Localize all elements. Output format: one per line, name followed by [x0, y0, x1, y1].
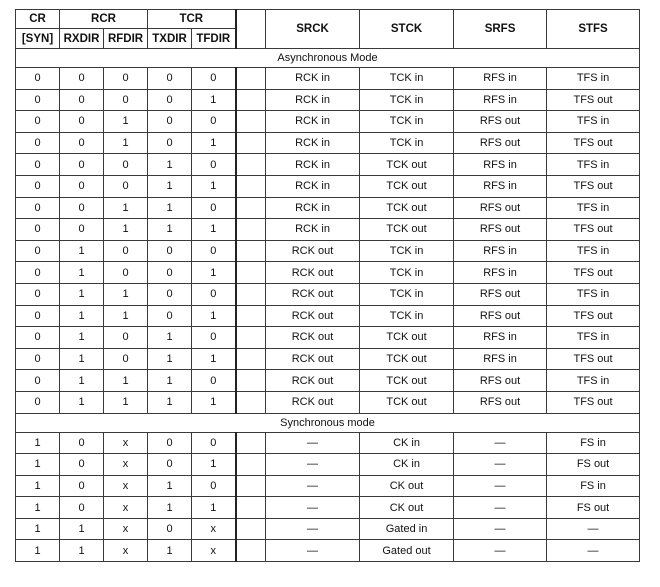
cell-srck: —	[266, 540, 360, 562]
mode-table-container	[15, 9, 640, 562]
cell-stfs: TFS out	[547, 391, 640, 413]
cell-srck: RCK out	[266, 348, 360, 370]
cell-stfs: TFS out	[547, 262, 640, 284]
table-row	[16, 348, 640, 370]
cell-srck: RCK in	[266, 111, 360, 133]
cell-rfdir: 1	[104, 132, 148, 154]
cell-rfdir: 1	[104, 283, 148, 305]
cell-stck: Gated out	[360, 540, 454, 562]
table-row	[16, 475, 640, 497]
cell-syn: 1	[16, 497, 60, 519]
cell-txdir: 1	[148, 540, 192, 562]
cell-srfs: RFS in	[454, 175, 547, 197]
section-title: Synchronous mode	[16, 413, 640, 432]
cell-txdir: 1	[148, 391, 192, 413]
cell-syn: 0	[16, 132, 60, 154]
cell-stck: Gated in	[360, 518, 454, 540]
cell-txdir: 0	[148, 454, 192, 476]
cell-rfdir: 0	[104, 175, 148, 197]
cell-stck: TCK in	[360, 111, 454, 133]
spacer-cell	[236, 454, 266, 476]
cell-rfdir: 1	[104, 391, 148, 413]
header-stfs: STFS	[547, 10, 640, 49]
cell-stck: TCK in	[360, 305, 454, 327]
table-row	[16, 219, 640, 241]
table-row	[16, 454, 640, 476]
header-spacer	[236, 10, 266, 49]
cell-srfs: RFS out	[454, 305, 547, 327]
table-row	[16, 540, 640, 562]
cell-srfs: RFS in	[454, 68, 547, 90]
cell-rxdir: 1	[60, 370, 104, 392]
table-row	[16, 262, 640, 284]
cell-srck: RCK in	[266, 175, 360, 197]
cell-srck: —	[266, 518, 360, 540]
cell-rfdir: x	[104, 454, 148, 476]
table-row	[16, 154, 640, 176]
cell-srck: RCK out	[266, 391, 360, 413]
cell-rxdir: 0	[60, 89, 104, 111]
cell-tfdir: 1	[192, 348, 236, 370]
cell-srck: —	[266, 475, 360, 497]
cell-syn: 0	[16, 68, 60, 90]
table-row	[16, 283, 640, 305]
cell-txdir: 0	[148, 262, 192, 284]
cell-txdir: 0	[148, 240, 192, 262]
cell-tfdir: 0	[192, 68, 236, 90]
cell-srck: RCK out	[266, 262, 360, 284]
cell-rfdir: 0	[104, 327, 148, 349]
cell-srck: —	[266, 432, 360, 454]
cell-rxdir: 1	[60, 518, 104, 540]
spacer-cell	[236, 475, 266, 497]
cell-stck: TCK in	[360, 68, 454, 90]
cell-srfs: RFS out	[454, 132, 547, 154]
cell-tfdir: 0	[192, 154, 236, 176]
cell-txdir: 0	[148, 111, 192, 133]
cell-rxdir: 1	[60, 240, 104, 262]
table-row	[16, 175, 640, 197]
spacer-cell	[236, 132, 266, 154]
section-header-row	[16, 49, 640, 68]
spacer-cell	[236, 305, 266, 327]
cell-srfs: RFS out	[454, 370, 547, 392]
cell-rxdir: 0	[60, 132, 104, 154]
cell-syn: 0	[16, 262, 60, 284]
header-tfdir: TFDIR	[192, 29, 236, 49]
cell-txdir: 0	[148, 305, 192, 327]
cell-srfs: —	[454, 497, 547, 519]
table-row	[16, 111, 640, 133]
cell-stfs: TFS out	[547, 348, 640, 370]
cell-txdir: 1	[148, 348, 192, 370]
table-row	[16, 432, 640, 454]
cell-rxdir: 1	[60, 348, 104, 370]
cell-rxdir: 0	[60, 68, 104, 90]
cell-stfs: FS out	[547, 497, 640, 519]
cell-txdir: 1	[148, 175, 192, 197]
cell-stfs: TFS in	[547, 154, 640, 176]
cell-syn: 0	[16, 89, 60, 111]
table-row	[16, 240, 640, 262]
cell-stck: TCK in	[360, 89, 454, 111]
cell-srck: RCK in	[266, 154, 360, 176]
table-row	[16, 391, 640, 413]
section-header-row	[16, 413, 640, 432]
cell-txdir: 0	[148, 89, 192, 111]
cell-tfdir: 0	[192, 111, 236, 133]
table-row	[16, 305, 640, 327]
cell-srfs: RFS out	[454, 391, 547, 413]
cell-syn: 1	[16, 518, 60, 540]
cell-stck: TCK out	[360, 370, 454, 392]
cell-rxdir: 0	[60, 475, 104, 497]
header-srck: SRCK	[266, 10, 360, 49]
header-rcr: RCR	[60, 10, 148, 29]
cell-txdir: 0	[148, 283, 192, 305]
cell-syn: 0	[16, 240, 60, 262]
cell-rfdir: 0	[104, 68, 148, 90]
cell-stfs: FS in	[547, 475, 640, 497]
cell-stck: TCK out	[360, 348, 454, 370]
cell-rfdir: 1	[104, 219, 148, 241]
spacer-cell	[236, 518, 266, 540]
cell-stck: TCK out	[360, 175, 454, 197]
cell-rfdir: 0	[104, 154, 148, 176]
cell-stfs: TFS in	[547, 283, 640, 305]
cell-stck: CK out	[360, 475, 454, 497]
cell-srfs: RFS in	[454, 348, 547, 370]
cell-stck: CK out	[360, 497, 454, 519]
cell-tfdir: 0	[192, 327, 236, 349]
cell-txdir: 1	[148, 475, 192, 497]
cell-srfs: RFS out	[454, 283, 547, 305]
table-row	[16, 370, 640, 392]
cell-stfs: TFS in	[547, 327, 640, 349]
spacer-cell	[236, 111, 266, 133]
cell-stfs: FS out	[547, 454, 640, 476]
cell-txdir: 1	[148, 197, 192, 219]
cell-stfs: TFS out	[547, 132, 640, 154]
table-body	[16, 49, 640, 562]
cell-stck: CK in	[360, 432, 454, 454]
cell-rxdir: 1	[60, 327, 104, 349]
cell-tfdir: 0	[192, 432, 236, 454]
cell-stck: TCK out	[360, 391, 454, 413]
cell-stfs: TFS out	[547, 175, 640, 197]
cell-tfdir: 1	[192, 219, 236, 241]
cell-txdir: 0	[148, 518, 192, 540]
header-tcr: TCR	[148, 10, 236, 29]
cell-srck: —	[266, 497, 360, 519]
spacer-cell	[236, 497, 266, 519]
cell-syn: 1	[16, 432, 60, 454]
cell-stck: TCK out	[360, 197, 454, 219]
table-row	[16, 197, 640, 219]
cell-syn: 0	[16, 175, 60, 197]
cell-rxdir: 0	[60, 154, 104, 176]
cell-txdir: 0	[148, 68, 192, 90]
cell-rfdir: x	[104, 540, 148, 562]
spacer-cell	[236, 391, 266, 413]
cell-syn: 0	[16, 219, 60, 241]
spacer-cell	[236, 219, 266, 241]
cell-syn: 0	[16, 154, 60, 176]
cell-srfs: RFS out	[454, 197, 547, 219]
cell-syn: 0	[16, 283, 60, 305]
spacer-cell	[236, 370, 266, 392]
cell-srfs: RFS in	[454, 89, 547, 111]
header-rxdir: RXDIR	[60, 29, 104, 49]
cell-srfs: —	[454, 475, 547, 497]
cell-syn: 0	[16, 370, 60, 392]
table-row	[16, 68, 640, 90]
cell-stck: TCK in	[360, 240, 454, 262]
cell-srfs: RFS in	[454, 154, 547, 176]
section-title: Asynchronous Mode	[16, 49, 640, 68]
cell-stck: TCK in	[360, 283, 454, 305]
cell-rfdir: x	[104, 518, 148, 540]
cell-rxdir: 0	[60, 175, 104, 197]
cell-syn: 0	[16, 197, 60, 219]
header-cr: CR	[16, 10, 60, 29]
cell-srck: —	[266, 454, 360, 476]
header-rfdir: RFDIR	[104, 29, 148, 49]
cell-srck: RCK out	[266, 283, 360, 305]
table-row	[16, 497, 640, 519]
spacer-cell	[236, 68, 266, 90]
cell-srck: RCK out	[266, 305, 360, 327]
cell-rxdir: 0	[60, 219, 104, 241]
cell-stfs: TFS in	[547, 197, 640, 219]
cell-txdir: 1	[148, 497, 192, 519]
cell-tfdir: 0	[192, 370, 236, 392]
cell-syn: 0	[16, 327, 60, 349]
cell-txdir: 1	[148, 154, 192, 176]
cell-tfdir: 1	[192, 175, 236, 197]
cell-tfdir: 0	[192, 240, 236, 262]
cell-stck: TCK in	[360, 132, 454, 154]
table-row	[16, 518, 640, 540]
cell-rfdir: x	[104, 475, 148, 497]
cell-stck: TCK out	[360, 219, 454, 241]
cell-rxdir: 1	[60, 262, 104, 284]
cell-rfdir: x	[104, 497, 148, 519]
cell-srfs: —	[454, 540, 547, 562]
cell-rfdir: 0	[104, 348, 148, 370]
cell-syn: 0	[16, 111, 60, 133]
table-row	[16, 327, 640, 349]
spacer-cell	[236, 89, 266, 111]
cell-stfs: TFS in	[547, 240, 640, 262]
spacer-cell	[236, 240, 266, 262]
spacer-cell	[236, 154, 266, 176]
cell-srfs: RFS in	[454, 327, 547, 349]
cell-txdir: 1	[148, 370, 192, 392]
cell-stfs: TFS out	[547, 219, 640, 241]
cell-syn: 0	[16, 348, 60, 370]
clock-frame-direction-table	[15, 9, 640, 562]
cell-srfs: —	[454, 518, 547, 540]
cell-rfdir: 0	[104, 89, 148, 111]
cell-txdir: 1	[148, 327, 192, 349]
cell-rxdir: 0	[60, 111, 104, 133]
cell-syn: 1	[16, 454, 60, 476]
cell-srfs: RFS out	[454, 219, 547, 241]
cell-tfdir: 0	[192, 197, 236, 219]
cell-tfdir: 1	[192, 89, 236, 111]
cell-tfdir: x	[192, 540, 236, 562]
cell-stck: TCK out	[360, 327, 454, 349]
cell-syn: 1	[16, 475, 60, 497]
cell-tfdir: 1	[192, 391, 236, 413]
cell-srfs: RFS in	[454, 262, 547, 284]
cell-srck: RCK in	[266, 197, 360, 219]
cell-rfdir: x	[104, 432, 148, 454]
cell-rfdir: 0	[104, 240, 148, 262]
spacer-cell	[236, 348, 266, 370]
cell-rxdir: 1	[60, 305, 104, 327]
cell-srck: RCK in	[266, 132, 360, 154]
spacer-cell	[236, 540, 266, 562]
cell-srck: RCK in	[266, 89, 360, 111]
cell-tfdir: 1	[192, 454, 236, 476]
cell-rxdir: 0	[60, 197, 104, 219]
cell-rfdir: 1	[104, 111, 148, 133]
cell-stfs: —	[547, 518, 640, 540]
cell-stfs: TFS in	[547, 111, 640, 133]
cell-srck: RCK out	[266, 370, 360, 392]
cell-syn: 0	[16, 305, 60, 327]
header-stck: STCK	[360, 10, 454, 49]
cell-stfs: TFS out	[547, 89, 640, 111]
cell-tfdir: 1	[192, 262, 236, 284]
cell-srck: RCK out	[266, 240, 360, 262]
spacer-cell	[236, 327, 266, 349]
spacer-cell	[236, 283, 266, 305]
cell-rfdir: 0	[104, 262, 148, 284]
cell-rxdir: 0	[60, 497, 104, 519]
spacer-cell	[236, 197, 266, 219]
cell-stfs: TFS in	[547, 370, 640, 392]
spacer-cell	[236, 432, 266, 454]
cell-rxdir: 1	[60, 283, 104, 305]
cell-rxdir: 0	[60, 432, 104, 454]
cell-rxdir: 1	[60, 391, 104, 413]
table-row	[16, 132, 640, 154]
cell-rfdir: 1	[104, 305, 148, 327]
cell-stfs: TFS in	[547, 68, 640, 90]
cell-stfs: FS in	[547, 432, 640, 454]
cell-rxdir: 0	[60, 454, 104, 476]
cell-rxdir: 1	[60, 540, 104, 562]
cell-rfdir: 1	[104, 370, 148, 392]
cell-stck: TCK out	[360, 154, 454, 176]
table-row	[16, 89, 640, 111]
cell-srfs: —	[454, 454, 547, 476]
cell-tfdir: 0	[192, 283, 236, 305]
spacer-cell	[236, 175, 266, 197]
cell-syn: 0	[16, 391, 60, 413]
cell-srck: RCK in	[266, 219, 360, 241]
cell-tfdir: 1	[192, 132, 236, 154]
cell-txdir: 0	[148, 432, 192, 454]
cell-srck: RCK out	[266, 327, 360, 349]
cell-srfs: RFS out	[454, 111, 547, 133]
cell-rfdir: 1	[104, 197, 148, 219]
header-txdir: TXDIR	[148, 29, 192, 49]
cell-stfs: TFS out	[547, 305, 640, 327]
cell-syn: 1	[16, 540, 60, 562]
cell-srck: RCK in	[266, 68, 360, 90]
cell-txdir: 0	[148, 132, 192, 154]
cell-tfdir: 1	[192, 305, 236, 327]
cell-tfdir: x	[192, 518, 236, 540]
cell-srfs: RFS in	[454, 240, 547, 262]
header-syn: [SYN]	[16, 29, 60, 49]
cell-tfdir: 1	[192, 497, 236, 519]
header-srfs: SRFS	[454, 10, 547, 49]
cell-stck: CK in	[360, 454, 454, 476]
spacer-cell	[236, 262, 266, 284]
cell-srfs: —	[454, 432, 547, 454]
cell-tfdir: 0	[192, 475, 236, 497]
cell-stck: TCK in	[360, 262, 454, 284]
cell-stfs: —	[547, 540, 640, 562]
cell-txdir: 1	[148, 219, 192, 241]
